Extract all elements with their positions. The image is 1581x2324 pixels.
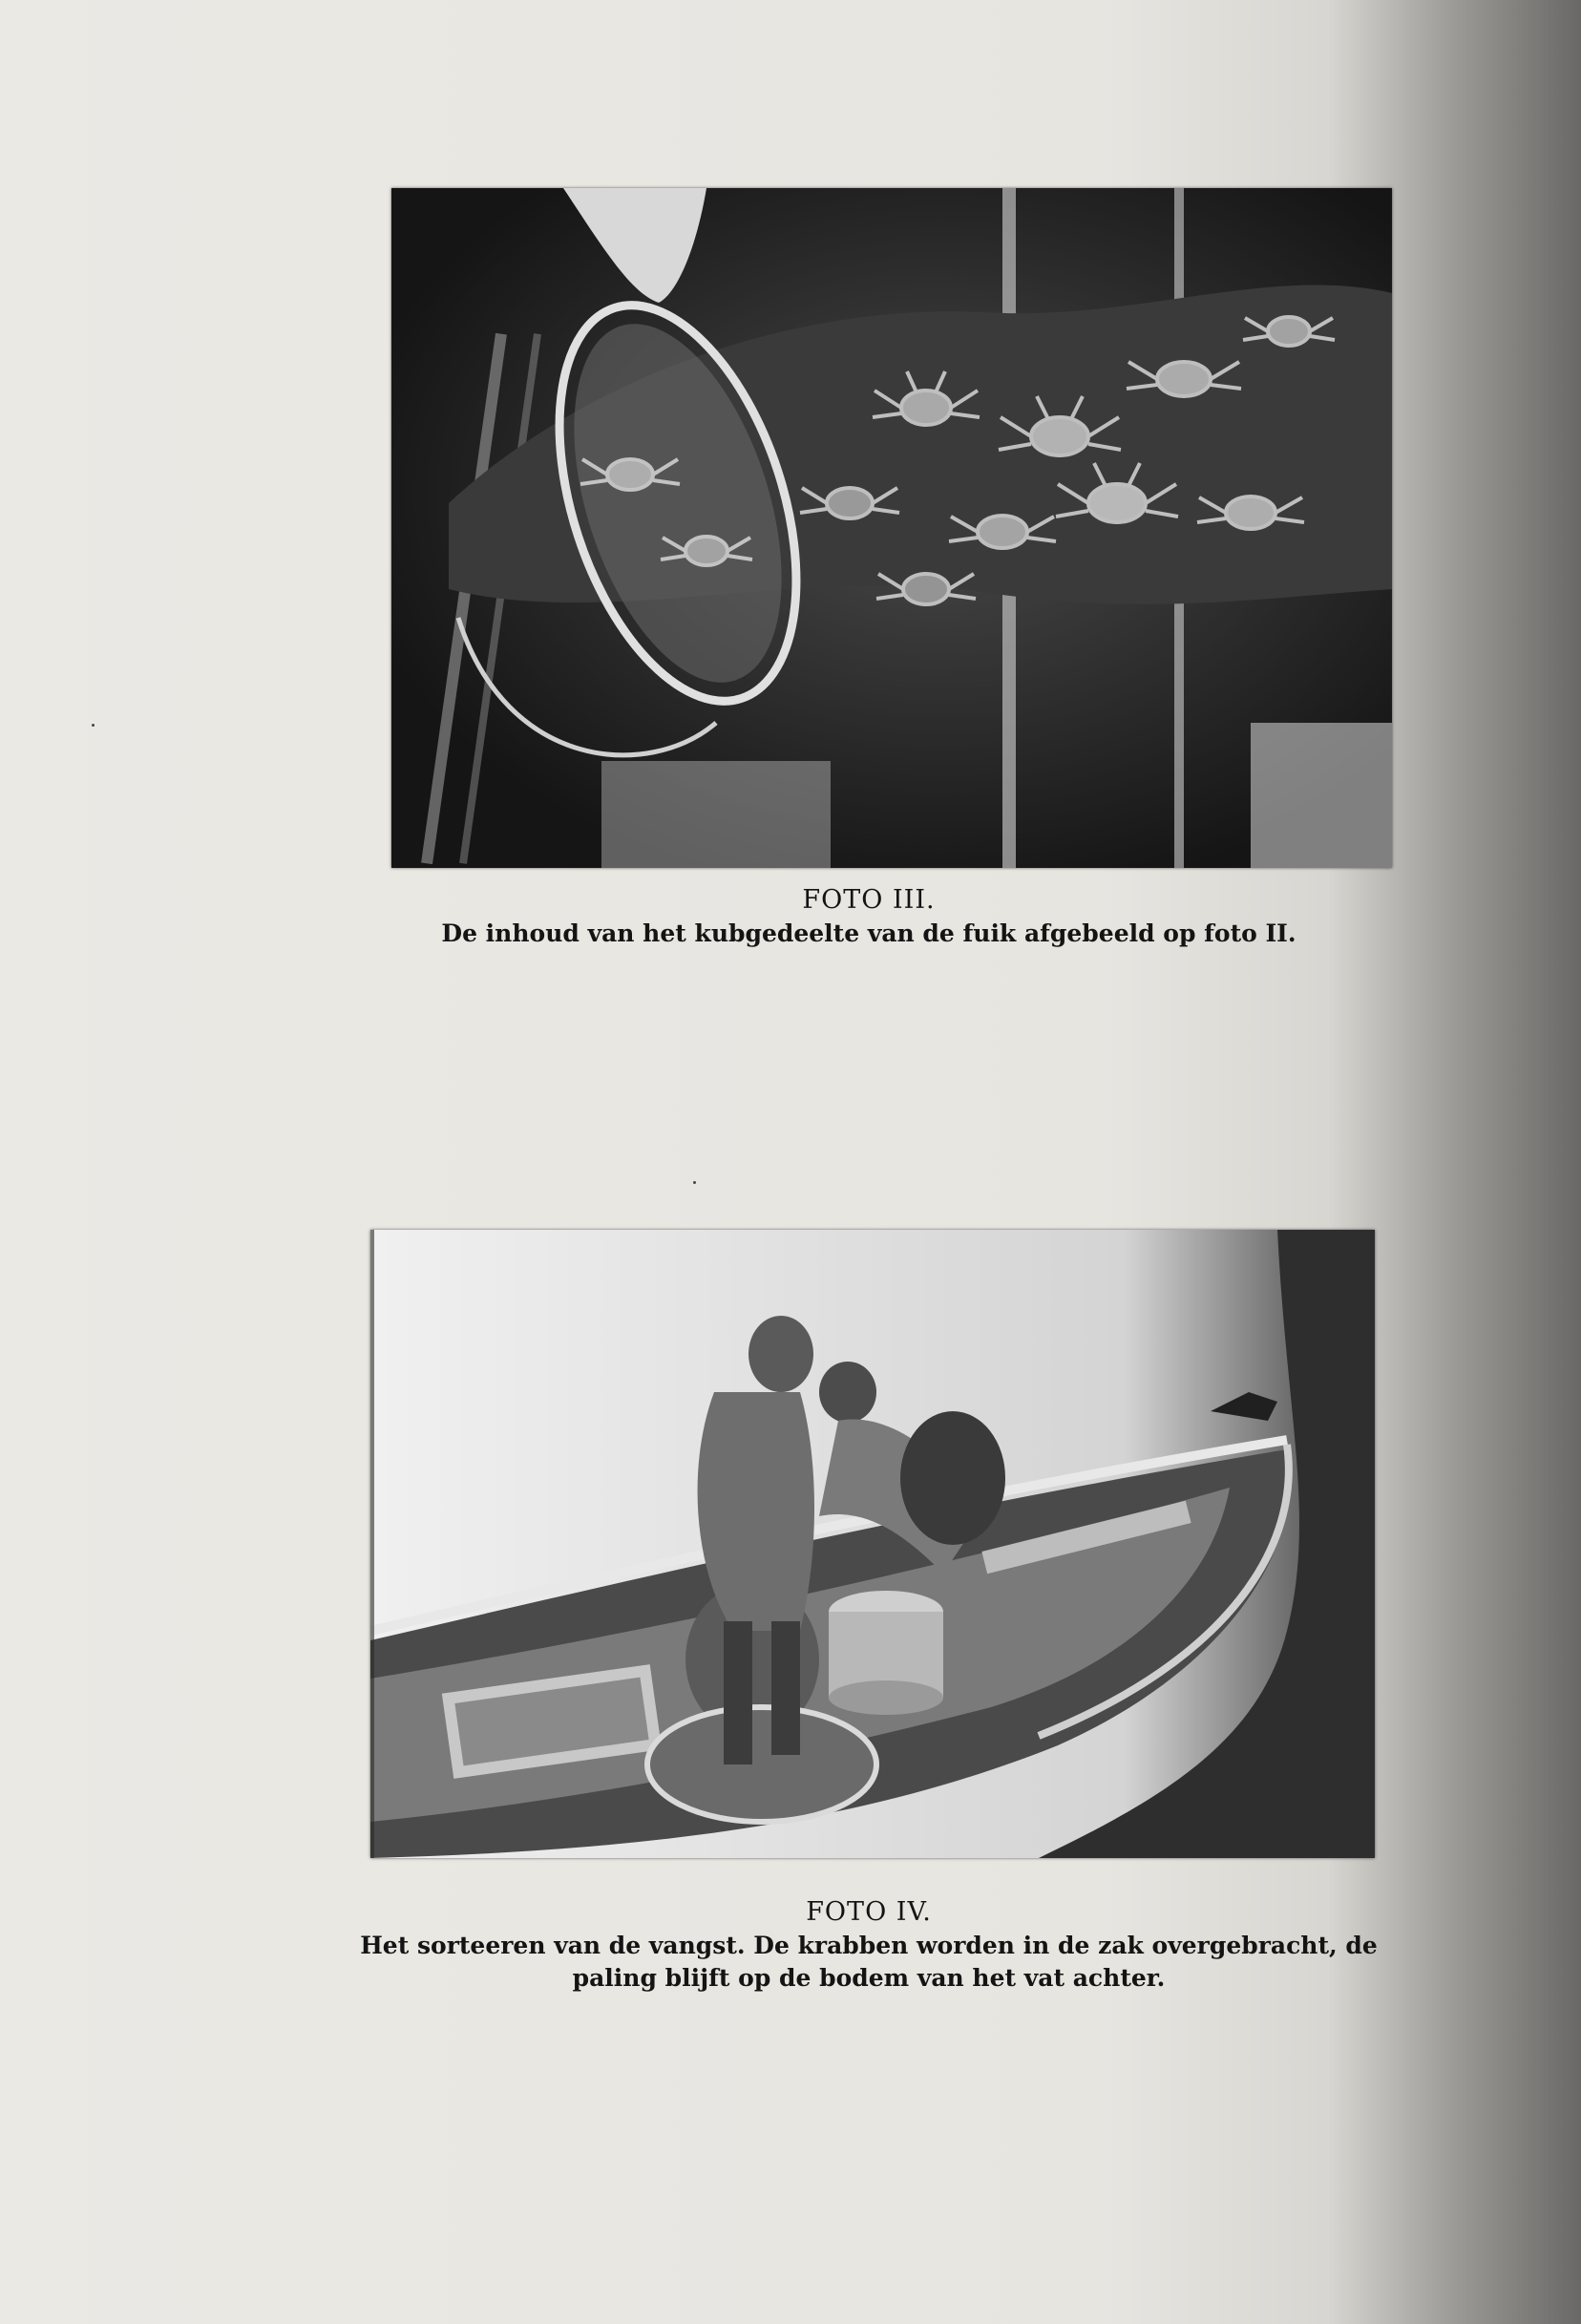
dust-speck (92, 724, 95, 727)
photo-3-label: FOTO III. (802, 885, 936, 915)
photo-3-caption (401, 883, 1337, 950)
photo-sorting-catch-image (370, 1230, 1375, 1858)
photo-3-caption-text: De inhoud van het kubgedeelte van de fuik afgebeeld op foto II. (441, 919, 1296, 947)
photo-4-caption (353, 1895, 1384, 1995)
photo-4-caption-line-2: paling blijft op de bodem van het vat achter. (572, 1964, 1166, 1992)
photo-sorting-catch (370, 1230, 1375, 1858)
photo-crabs-in-net (391, 188, 1392, 868)
photo-4-caption-line-1: Het sorteeren van de vangst. De krabben worden in de zak overgebracht, de (360, 1932, 1378, 1959)
photo-crabs-in-net-image (391, 188, 1392, 868)
photo-4-label: FOTO IV. (806, 1897, 932, 1927)
dust-speck (693, 1181, 696, 1184)
